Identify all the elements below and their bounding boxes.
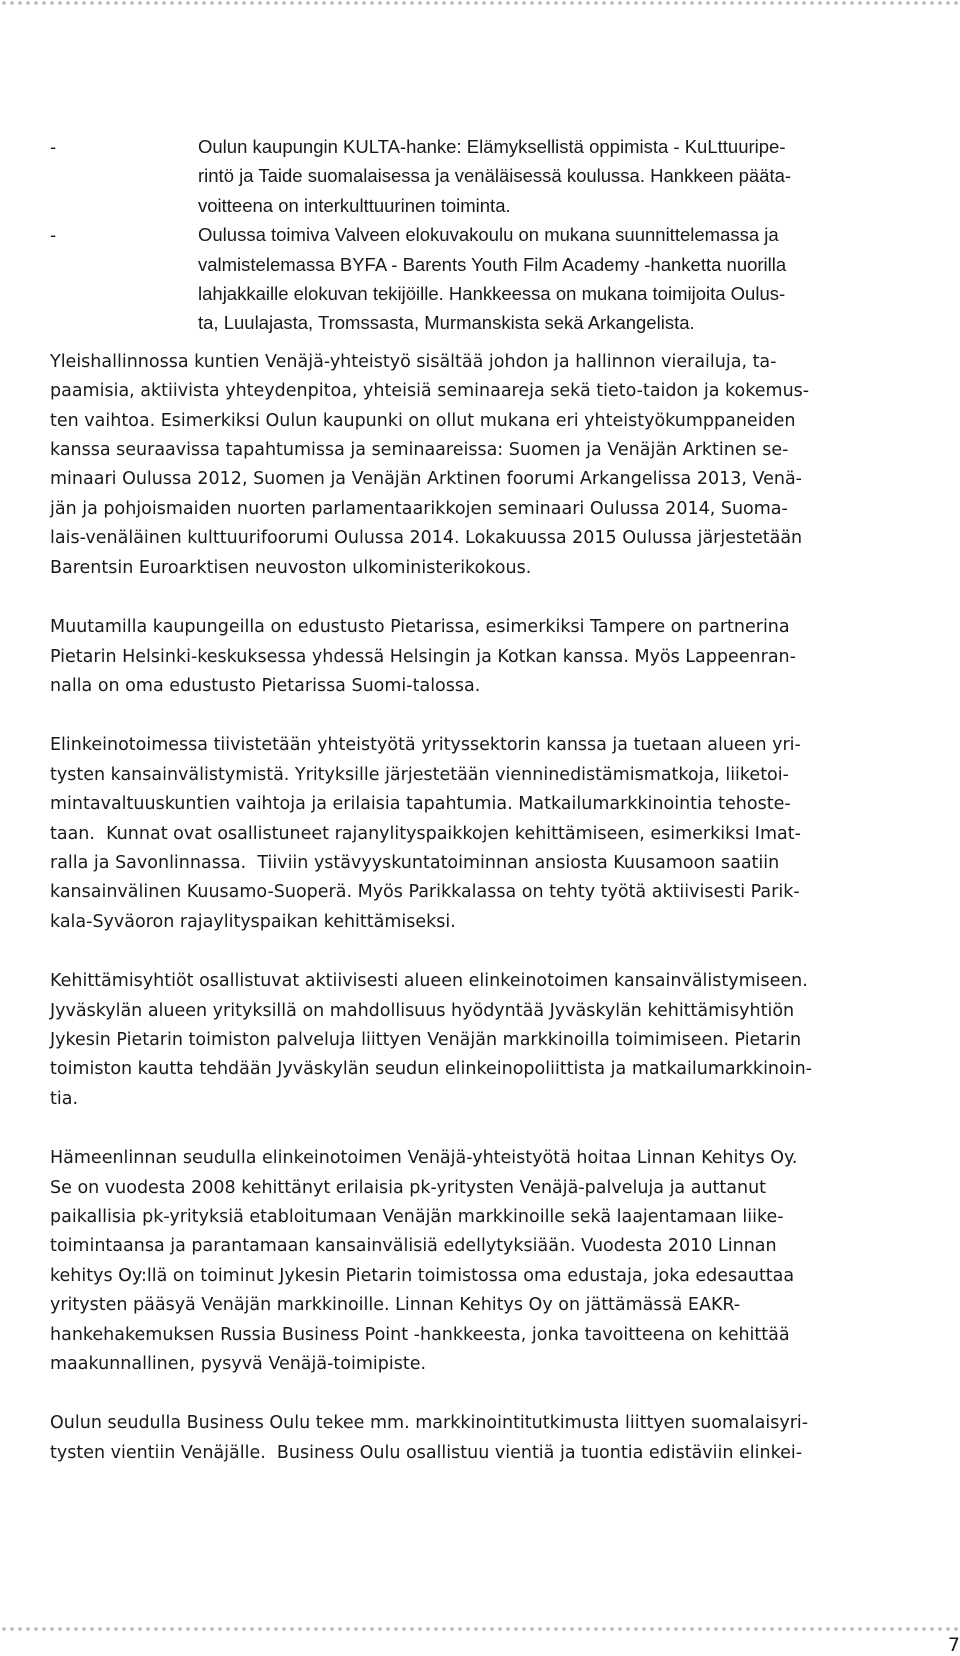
text-line: tysten vientiin Venäjälle. Business Oulu osallistuu vientiä ja tuontia edistäviin elinkei- [50,1442,803,1463]
text-line: ta, Luulajasta, Tromssasta, Murmanskista sekä Arkangelista. [198,312,695,334]
paragraph-business-oulu [50,1409,912,1468]
bullet-list [50,132,912,338]
bullet-marker: - [50,224,57,246]
paragraph-hameenlinna [50,1144,912,1379]
text-line: kansainvälinen Kuusamo-Suoperä. Myös Parikkalassa on tehty työtä aktiivisesti Parik- [50,882,800,903]
text-line: toimintaansa ja parantamaan kansainvälisiä edellytyksiään. Vuodesta 2010 Linnan [50,1236,777,1257]
text-line: tysten kansainvälistymistä. Yrityksille järjestetään vienninedistämismatkoja, liiketoi- [50,764,789,785]
text-line: Muutamilla kaupungeilla on edustusto Pietarissa, esimerkiksi Tampere on partnerina [50,617,790,638]
paragraph-edustusto [50,613,912,701]
text-line: yritysten pääsyä Venäjän markkinoille. Linnan Kehitys Oy on jättämässä EAKR- [50,1295,741,1316]
text-line: Se on vuodesta 2008 kehittänyt erilaisia pk-yritysten Venäjä-palveluja ja auttanut [50,1177,767,1198]
text-line: Pietarin Helsinki-keskuksessa yhdessä Helsingin ja Kotkan kanssa. Myös Lappeenran- [50,646,796,667]
bottom-dotted-rule [0,1626,960,1632]
text-line: maakunnallinen, pysyvä Venäjä-toimipiste. [50,1354,427,1375]
text-line: kanssa seuraavissa tapahtumissa ja seminaareissa: Suomen ja Venäjän Arktinen se- [50,440,789,461]
text-line: toimiston kautta tehdään Jyväskylän seudun elinkeinopoliittista ja matkailumarkkinoin- [50,1059,812,1080]
bullet-item [50,220,912,338]
text-line: voitteena on interkulttuurinen toiminta. [198,194,511,216]
paragraph-elinkeinotoimi [50,731,912,937]
text-line: Jykesin Pietarin toimiston palveluja liittyen Venäjän markkinoilla toimimiseen. Pietarin [50,1029,802,1050]
text-line: Kehittämisyhtiöt osallistuvat aktiivisesti alueen elinkeinotoimen kansainvälistymiseen. [50,971,808,992]
text-line: Barentsin Euroarktisen neuvoston ulkoministerikokous. [50,557,532,578]
text-line: Oulun kaupungin KULTA-hanke: Elämyksellistä oppimista - KuLttuuripe- [198,136,786,157]
bullet-marker: - [50,136,57,157]
text-line: rintö ja Taide suomalaisessa ja venäläisessä koulussa. Hankkeen pääta- [198,165,792,187]
top-dotted-rule [0,0,960,6]
text-line: mintavaltuuskuntien vaihtoja ja erilaisia tapahtumia. Matkailumarkkinointia tehoste- [50,794,791,815]
text-line: minaari Oulussa 2012, Suomen ja Venäjän Arktinen foorumi Arkangelissa 2013, Venä- [50,469,802,490]
text-line: taan. Kunnat ovat osallistuneet rajanylityspaikkojen kehittämiseen, esimerkiksi Imat- [50,823,801,844]
bullet-text [198,220,912,338]
text-line: kala-Syväoron rajaylityspaikan kehittämiseksi. [50,911,456,932]
bullet-item [50,132,912,220]
text-line: nalla on oma edustusto Pietarissa Suomi-talossa. [50,675,481,696]
text-line: Oulun seudulla Business Oulu tekee mm. markkinointitutkimusta liittyen suomalaisyri- [50,1413,809,1434]
text-line: lahjakkaille elokuvan tekijöille. Hankkeessa on mukana toimijoita Oulus- [198,283,786,305]
text-line: kehitys Oy:llä on toiminut Jykesin Pietarin toimistossa oma edustaja, joka edesauttaa [50,1265,795,1286]
text-line: paamisia, aktiivista yhteydenpitoa, yhteisiä seminaareja sekä tieto-taidon ja kokemus- [50,381,810,402]
text-line: jän ja pohjoismaiden nuorten parlamentaarikkojen seminaari Oulussa 2014, Suoma- [50,498,788,519]
text-line: tia. [50,1088,79,1109]
text-line: Jyväskylän alueen yrityksillä on mahdollisuus hyödyntää Jyväskylän kehittämisyhtiön [50,1000,795,1021]
paragraph-kehittamisyhtiot [50,967,912,1114]
text-line: paikallisia pk-yrityksiä etabloitumaan Venäjän markkinoille sekä laajentamaan liike- [50,1207,784,1227]
text-line: lais-venäläinen kulttuurifoorumi Oulussa 2014. Lokakuussa 2015 Oulussa järjestetään [50,528,803,549]
paragraph-yleishallinto [50,348,912,583]
page-body [50,132,912,1498]
text-line: Yleishallinnossa kuntien Venäjä-yhteistyö sisältää johdon ja hallinnon vierailuja, ta- [50,351,777,372]
text-line: Hämeenlinnan seudulla elinkeinotoimen Venäjä-yhteistyötä hoitaa Linnan Kehitys Oy. [50,1148,798,1169]
text-line: ralla ja Savonlinnassa. Tiiviin ystävyyskuntatoiminnan ansiosta Kuusamoon saatiin [50,852,780,873]
text-line: Oulussa toimiva Valveen elokuvakoulu on mukana suunnittelemassa ja [198,224,779,246]
text-line: valmistelemassa BYFA - Barents Youth Film Academy -hanketta nuorilla [198,253,787,275]
page-number: 7 [947,1634,960,1656]
text-line: Elinkeinotoimessa tiivistetään yhteistyötä yrityssektorin kanssa ja tuetaan alueen yri- [50,735,801,756]
text-line: hankehakemuksen Russia Business Point -hankkeesta, jonka tavoitteena on kehittää [50,1324,790,1345]
text-line: ten vaihtoa. Esimerkiksi Oulun kaupunki on ollut mukana eri yhteistyökumppaneiden [50,410,796,431]
bullet-text [198,132,912,220]
